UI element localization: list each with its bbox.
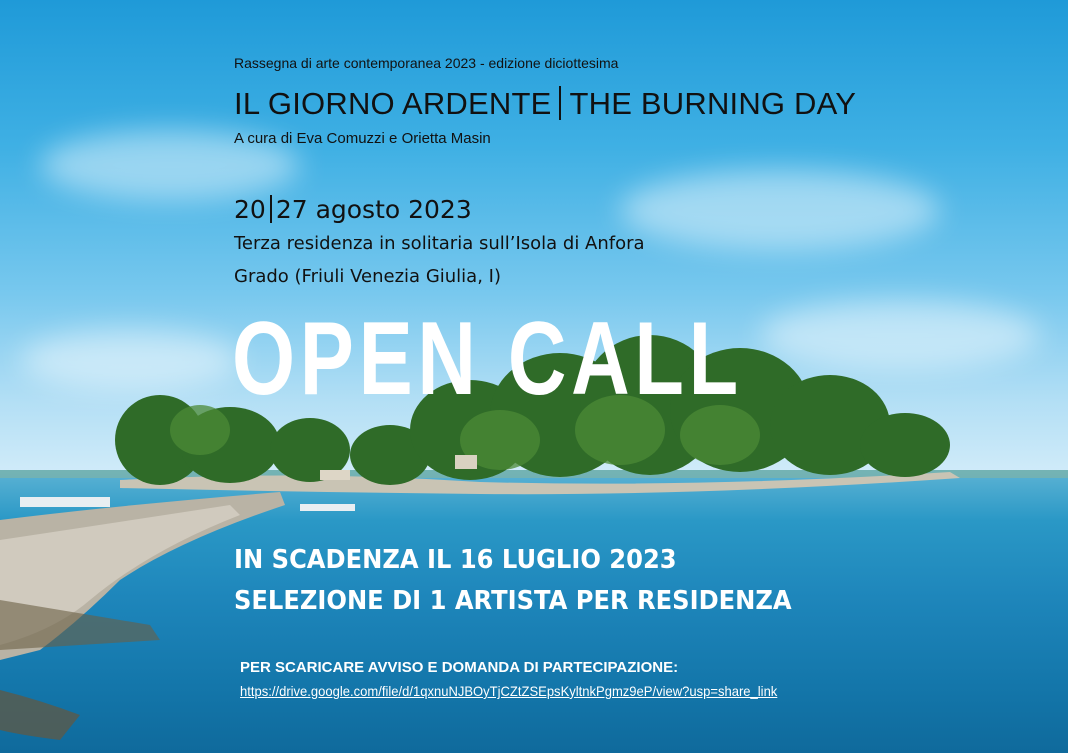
- download-heading: PER SCARICARE AVVISO E DOMANDA DI PARTECIPAZIONE:: [240, 659, 679, 676]
- festival-subtitle: Rassegna di arte contemporanea 2023 - edizione diciottesima: [234, 55, 619, 71]
- date-start: 20: [234, 195, 266, 224]
- event-location: Grado (Friuli Venezia Giulia, I): [234, 266, 501, 287]
- event-dates: [234, 195, 472, 224]
- title-english: THE BURNING DAY: [569, 86, 857, 121]
- curators-line: A cura di Eva Comuzzi e Orietta Masin: [234, 130, 491, 147]
- title-separator: [559, 86, 561, 120]
- deadline-notice: IN SCADENZA IL 16 LUGLIO 2023: [234, 545, 677, 575]
- selection-notice: SELEZIONE DI 1 ARTISTA PER RESIDENZA: [234, 586, 792, 616]
- title-italian: IL GIORNO ARDENTE: [234, 86, 552, 121]
- open-call-heading: OPEN CALL: [232, 301, 743, 417]
- poster-title: [234, 86, 856, 122]
- residence-description: Terza residenza in solitaria sull’Isola di Anfora: [234, 233, 645, 254]
- download-link[interactable]: https://drive.google.com/file/d/1qxnuNJBOyTjCZtZSEpsKyltnkPgmz9eP/view?usp=share_link: [240, 683, 778, 699]
- date-end: 27 agosto 2023: [275, 195, 472, 224]
- date-separator: [270, 195, 272, 223]
